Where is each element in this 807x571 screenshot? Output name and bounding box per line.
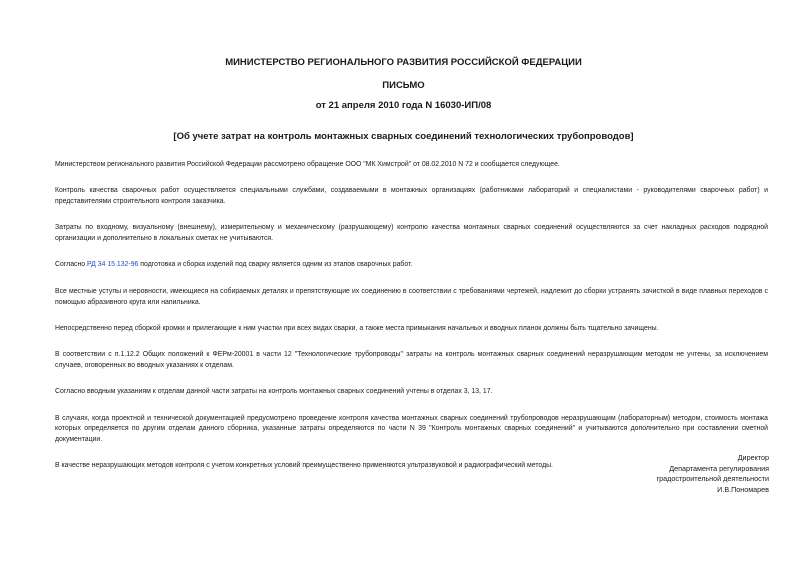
- paragraph-4: [55, 260, 768, 271]
- paragraph-5: Все местные уступы и неровности, имеющиеся на собираемых деталях и препятствующие их соединению в соответствии с требованиями чертежей, надлежит до сборки устранять зачисткой в виде плавных переходов с помощью абразивного круга или напильника.: [55, 287, 768, 306]
- paragraph-8: Согласно вводным указаниям к отделам данной части затраты на контроль монтажных сварных соединений учтены в отделах 3, 13, 17.: [55, 388, 493, 396]
- document-date-number: от 21 апреля 2010 года N 16030-ИП/08: [315, 100, 492, 111]
- paragraph-10: В качестве неразрушающих методов контроля с учетом конкретных условий преимущественно применяются ультразвуковой и радиографический методы.: [55, 462, 553, 470]
- paragraph-6: Непосредственно перед сборкой кромки и прилегающие к ним участки при всех видах сварки, а также места примыкания начальных и вводных планок должны быть тщательно зачищены.: [55, 324, 659, 332]
- document-type: ПИСЬМО: [382, 80, 425, 91]
- paragraph-1: Министерством регионального развития Российской Федерации рассмотрено обращение ООО "МК Химстрой" от 08.02.2010 N 72 и сообщается следующее.: [55, 161, 560, 168]
- ministry-title: МИНИСТЕРСТВО РЕГИОНАЛЬНОГО РАЗВИТИЯ РОССИЙСКОЙ ФЕДЕРАЦИИ: [225, 57, 582, 68]
- rd-document-link[interactable]: РД 34 15.132-96: [87, 261, 139, 269]
- paragraph-9: В случаях, когда проектной и технической документацией предусмотрено проведение контроля качества монтажных сварных соединений трубопроводов неразрушающим (лабораторным) методом, стоимость монтажа которых определяется по другим отделам данного сборника, указанные затраты определяются по части N 39 "Контроль монтажных сварных соединений" и учитываются дополнительно при составлении сметной документации.: [55, 414, 768, 444]
- signer-department-line-2: градостроительной деятельности: [656, 474, 769, 484]
- signer-department-line-1: Департамента регулирования: [669, 463, 769, 473]
- signer-position: Директор: [737, 453, 769, 462]
- paragraph-7: В соответствии с п.1.12.2 Общих положений к ФЕРм-20001 в части 12 "Технологические трубопроводы" затраты на контроль монтажных сварных соединений неразрушающим методом не учтены, за исключением случаев, оговоренных во вводных указаниях к отделам.: [55, 351, 768, 369]
- paragraph-4-post: подготовка и сборка изделий под сварку является одним из этапов сварочных работ.: [138, 261, 413, 269]
- signer-name: И.В.Пономарев: [717, 485, 769, 495]
- paragraph-4-pre: Согласно: [55, 261, 88, 269]
- document-body: [55, 160, 768, 488]
- signature-block: [657, 453, 769, 496]
- paragraph-3: Затраты по входному, визуальному (внешнему), измерительному и механическому (разрушающему) контролю качества монтажных сварных соединений осуществляются за счет накладных расходов подрядной организации и дополнительно в локальных сметах не учитываются.: [55, 224, 768, 243]
- document-subject: [Об учете затрат на контроль монтажных сварных соединений технологических трубопроводов]: [173, 131, 634, 142]
- paragraph-2: Контроль качества сварочных работ осуществляется специальными службами, создаваемыми в монтажных организациях (работниками лабораторий и специалистами - руководителями сварочных работ) и представителями строительного контроля заказчика.: [55, 187, 768, 206]
